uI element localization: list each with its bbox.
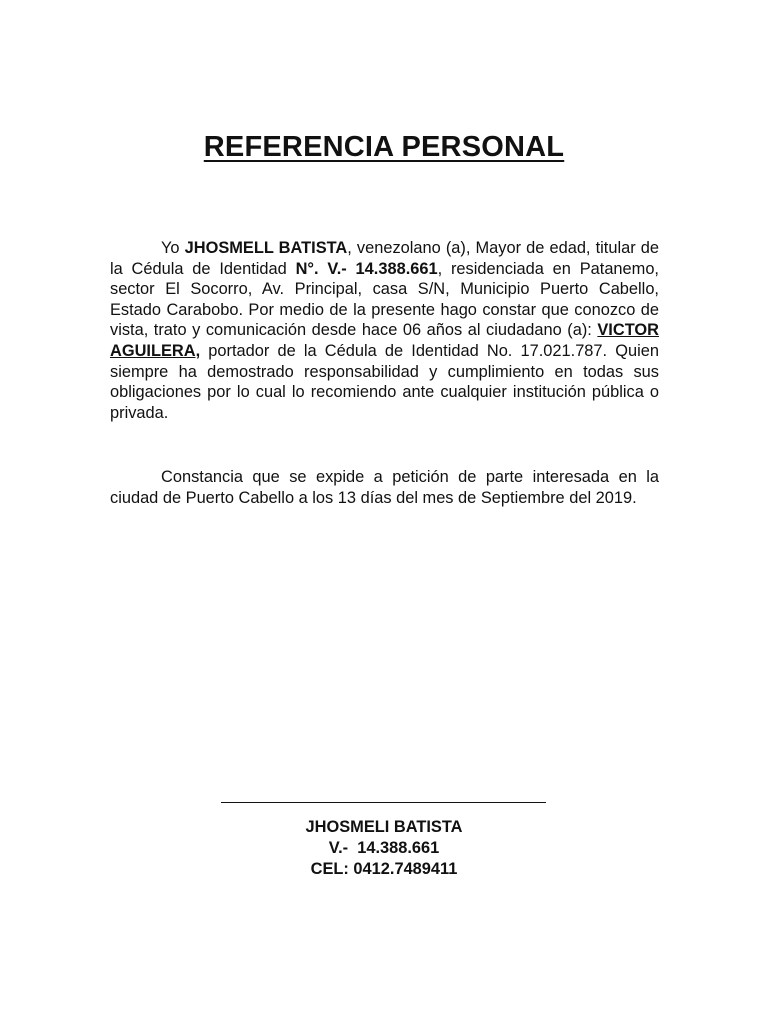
signature-phone: CEL: 0412.7489411 bbox=[310, 860, 458, 878]
author-id: N°. V.- 14.388.661 bbox=[295, 259, 438, 278]
p1-text-1: Yo bbox=[161, 239, 185, 257]
signature-block bbox=[0, 817, 768, 880]
body-paragraph-2: Constancia que se expide a petición de parte interesada en la ciudad de Puerto Cabello a los 13 días del mes de Septiembre del 2019. bbox=[110, 468, 659, 507]
signature-name: JHOSMELI BATISTA bbox=[305, 818, 463, 836]
body-paragraph-1 bbox=[110, 238, 659, 423]
signature-line bbox=[221, 802, 546, 803]
author-name: JHOSMELL BATISTA bbox=[184, 239, 348, 257]
p1-text-3: , residenciada en Patanemo, sector El Socorro, Av. Principal, casa S/N, Municipio Puerto Cabello, Estado Carabobo. Por medio de la presente hago constar que conozco de vista, trato y comunicación desde hace 06 años al ciudadano (a): bbox=[110, 259, 659, 340]
p1-text-4: portador de la Cédula de Identidad No. 17.021.787. Quien siempre ha demostrado responsabilidad y cumplimiento en todas sus obligaciones por lo cual lo recomiendo ante cualquier institución pública o privada. bbox=[110, 341, 659, 422]
referenced-person-name: VICTOR AGUILERA, bbox=[110, 321, 659, 360]
signature-id: V.- 14.388.661 bbox=[328, 839, 440, 857]
p1-text-2: , venezolano (a), Mayor de edad, titular de la Cédula de Identidad bbox=[110, 239, 659, 278]
document-title: REFERENCIA PERSONAL bbox=[203, 131, 565, 163]
